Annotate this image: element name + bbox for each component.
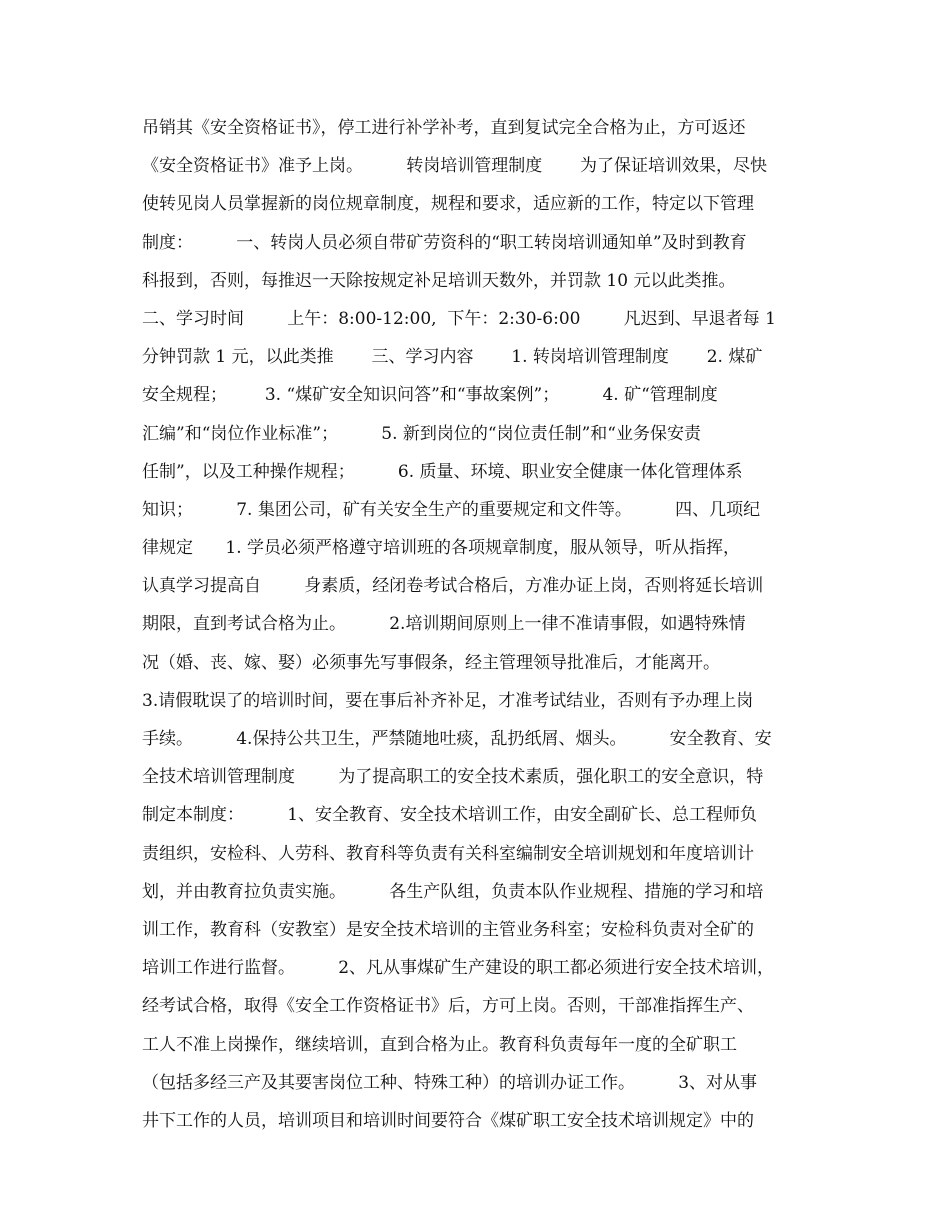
text-line: 况（婚、丧、嫁、娶）必须事先写事假条，经主管理领导批准后，才能离开。 [142, 652, 720, 673]
text-line: 律规定 1. 学员必须严格遵守培训班的各项规章制度，服从领导，听从指挥， [142, 538, 741, 559]
text-line: 井下工作的人员，培训项目和培训时间要符合《煤矿职工安全技术培训规定》中的 [142, 1110, 754, 1131]
text-line: （包括多经三产及其要害岗位工种、特殊工种）的培训办证工作。 3、对从事 [142, 1072, 758, 1093]
text-line: 任制”，以及工种操作规程； 6. 质量、环境、职业安全健康一体化管理体系 [142, 461, 743, 482]
body-text [142, 113, 842, 1144]
text-line: 汇编”和“岗位作业标准”； 5. 新到岗位的“岗位责任制”和“业务保安责 [142, 423, 701, 444]
text-line: 划，并由教育拉负责实施。 各生产队组，负责本队作业规程、措施的学习和培 [142, 881, 764, 902]
text-line: 安全规程； 3. “煤矿安全知识问答”和“事故案例”； 4. 矿“管理制度 [142, 385, 718, 406]
text-line: 认真学习提高自 身素质，经闭卷考试合格后，方准办证上岗，否则将延长培训 [142, 576, 764, 597]
text-line: 期限，直到考试合格为止。 2.培训期间原则上一律不准请事假，如遇特殊情 [142, 614, 746, 635]
text-line: 3.请假耽误了的培训时间，要在事后补齐补足，才准考试结业，否则有予办理上岗 [142, 690, 754, 711]
text-line: 科报到，否则，每推迟一天除按规定补足培训天数外，并罚款 10 元以此类推。 [142, 270, 736, 291]
text-line: 制定本制度： 1、安全教育、安全技术培训工作，由安全副矿长、总工程师负 [142, 805, 758, 826]
text-line: 责组织，安检科、人劳科、教育科等负责有关科室编制安全培训规划和年度培训计 [142, 843, 754, 864]
text-line: 训工作，教育科（安教室）是安全技术培训的主管业务科室；安检科负责对全矿的 [142, 919, 754, 940]
text-line: 二、学习时间 上午：8:00-12:00, 下午：2:30-6:00 凡迟到、早退者每 1 [142, 308, 776, 329]
text-line: 全技术培训管理制度 为了提高职工的安全技术素质，强化职工的安全意识，特 [142, 767, 764, 788]
text-line: 经考试合格，取得《安全工作资格证书》后，方可上岗。否则，干部准指挥生产、 [142, 996, 754, 1017]
text-line: 分钟罚款 1 元，以此类推 三、学习内容 1. 转岗培训管理制度 2. 煤矿 [142, 347, 763, 368]
text-line: 手续。 4.保持公共卫生，严禁随地吐痰，乱扔纸屑、烟头。 安全教育、安 [142, 729, 772, 749]
text-line: 制度： 一、转岗人员必须自带矿劳资科的“职工转岗培训通知单”及时到教育 [142, 232, 747, 253]
text-line: 知识； 7. 集团公司，矿有关安全生产的重要规定和文件等。 四、几项纪 [142, 499, 761, 520]
text-line: 《安全资格证书》准予上岗。 转岗培训管理制度 为了保证培训效果，尽快 [142, 156, 768, 177]
text-line: 培训工作进行监督。 2、凡从事煤矿生产建设的职工都必须进行安全技术培训， [142, 958, 775, 979]
text-line: 工人不准上岗操作，继续培训，直到合格为止。教育科负责每年一度的全矿职工 [142, 1034, 737, 1055]
text-line: 吊销其《安全资格证书》，停工进行补学补考，直到复试完全合格为止，方可返还 [142, 118, 746, 138]
text-line: 使转见岗人员掌握新的岗位规章制度，规程和要求，适应新的工作，特定以下管理 [142, 194, 754, 215]
